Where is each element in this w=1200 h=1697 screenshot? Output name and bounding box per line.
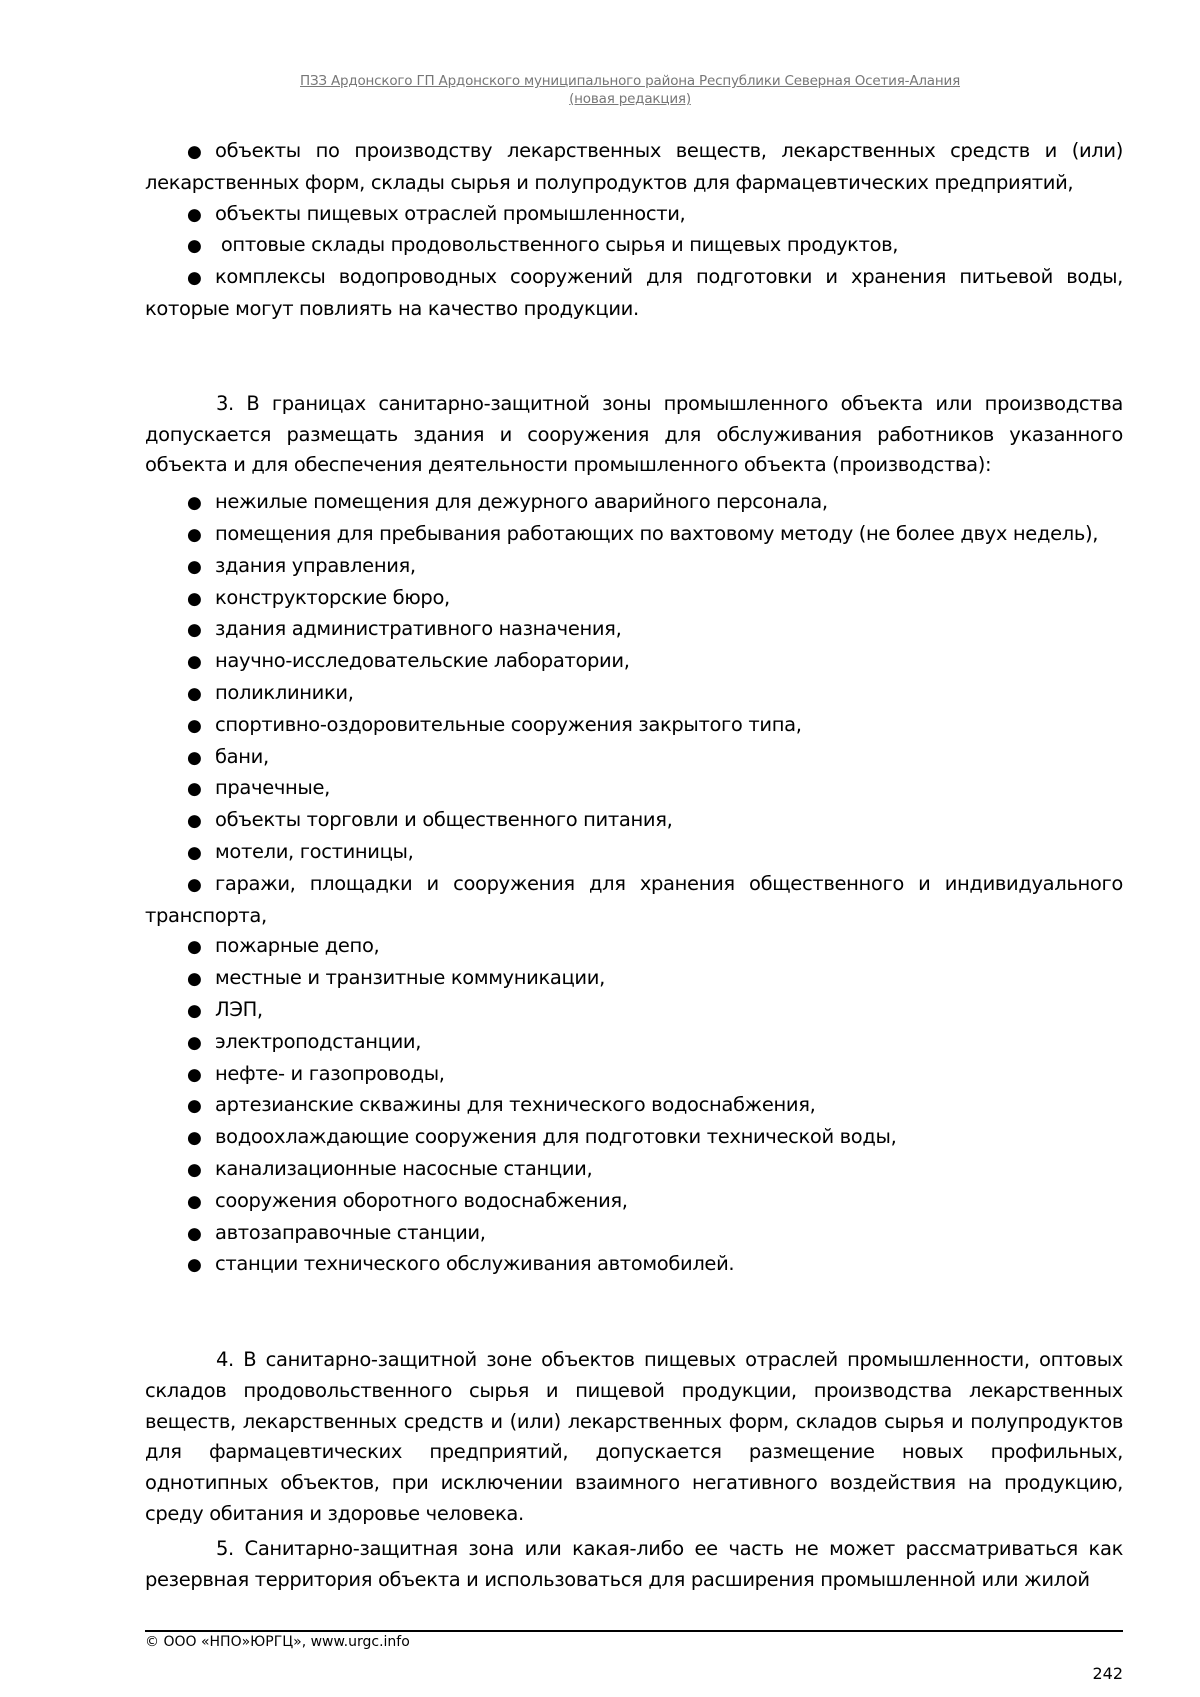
list-item-text: спортивно-оздоровительные сооружения закрытого типа,	[215, 712, 802, 736]
list-item	[145, 1186, 1123, 1218]
list-item-text: мотели, гостиницы,	[215, 839, 414, 863]
bullet-icon: ●	[187, 1159, 202, 1180]
bullet-icon: ●	[187, 1128, 202, 1149]
list-item	[145, 995, 1123, 1027]
list-item	[145, 963, 1123, 995]
list-item	[145, 646, 1123, 678]
bullet-icon: ●	[187, 1000, 202, 1021]
list-item-text: канализационные насосные станции,	[215, 1156, 593, 1180]
list-item-text: объекты торговли и общественного питания,	[215, 808, 673, 832]
list-item-text: нефте- и газопроводы,	[215, 1061, 445, 1085]
bullet-icon: ●	[187, 1032, 202, 1053]
bullet-icon: ●	[187, 715, 202, 736]
list-item	[145, 199, 1123, 231]
list-item-text: электроподстанции,	[215, 1029, 422, 1053]
list-item-text: станции технического обслуживания автомобилей.	[215, 1252, 735, 1276]
list-item-text: пожарные депо,	[215, 934, 380, 958]
list-item	[145, 583, 1123, 615]
list-item-text: гаражи, площадки и сооружения для хранения общественного и индивидуального транспорта,	[145, 871, 1123, 927]
paragraph-5: 5. Санитарно-защитная зона или какая-либо ее часть не может рассматриваться как резервная территория объекта и использоваться для расширения промышленной или жилой	[145, 1536, 1123, 1591]
list-item	[145, 742, 1123, 774]
bullet-icon: ●	[187, 683, 202, 704]
list-item-text: местные и транзитные коммуникации,	[215, 966, 605, 990]
bullet-icon: ●	[187, 268, 202, 289]
bullet-icon: ●	[187, 524, 202, 545]
bullet-icon: ●	[187, 1223, 202, 1244]
list-item-text: здания управления,	[215, 553, 416, 577]
bullet-icon: ●	[187, 1096, 202, 1117]
list-item	[145, 136, 1123, 199]
list-item	[145, 1122, 1123, 1154]
list-item-text: автозаправочные станции,	[215, 1220, 486, 1244]
list-item-text: конструкторские бюро,	[215, 585, 450, 609]
list-item	[145, 487, 1123, 519]
header-title: ПЗЗ Ардонского ГП Ардонского муниципального района Республики Северная Осетия-Алания	[300, 73, 960, 89]
list-item	[145, 262, 1123, 325]
list-item	[145, 1218, 1123, 1250]
list-item	[145, 805, 1123, 837]
list-item-text: объекты пищевых отраслей промышленности,	[215, 201, 686, 225]
list-item	[145, 1027, 1123, 1059]
list-item-text: сооружения оборотного водоснабжения,	[215, 1188, 628, 1212]
bullet-icon: ●	[187, 969, 202, 990]
bullet-icon: ●	[187, 811, 202, 832]
list-item-text: научно-исследовательские лаборатории,	[215, 649, 630, 673]
bullet-list-top	[145, 136, 1123, 325]
paragraph-4: 4. В санитарно-защитной зоне объектов пищевых отраслей промышленности, оптовых складов продовольственного сырья и пищевой продукции, производства лекарственных веществ, лекарственных средств и (или) лекарственных форм, складов сырья и полупродуктов для фармацевтических предприятий, допускается размещение новых профильных, однотипных объектов, при исключении взаимного негативного воздействия на продукцию, среду обитания и здоровье человека.	[145, 1348, 1123, 1526]
bullet-icon: ●	[187, 1064, 202, 1085]
bullet-icon: ●	[187, 747, 202, 768]
list-item-text: артезианские скважины для технического водоснабжения,	[215, 1093, 816, 1117]
bullet-icon: ●	[187, 1255, 202, 1276]
document-body	[145, 136, 1123, 1595]
bullet-icon: ●	[187, 779, 202, 800]
list-item	[145, 710, 1123, 742]
list-item-text: оптовые склады продовольственного сырья и пищевых продуктов,	[215, 233, 899, 257]
list-item	[145, 1154, 1123, 1186]
list-item	[145, 931, 1123, 963]
paragraph-3: 3. В границах санитарно-защитной зоны промышленного объекта или производства допускается размещать здания и сооружения для обслуживания работников указанного объекта и для обеспечения деятельности промышленного объекта (производства):	[145, 391, 1123, 477]
bullet-icon: ●	[187, 142, 202, 162]
list-item-text: нежилые помещения для дежурного аварийного персонала,	[215, 490, 828, 514]
list-item-text: прачечные,	[215, 776, 330, 800]
bullet-icon: ●	[187, 652, 202, 673]
bullet-icon: ●	[187, 588, 202, 609]
list-item	[145, 869, 1123, 932]
list-item	[145, 230, 1123, 262]
bullet-icon: ●	[187, 493, 202, 514]
bullet-icon: ●	[187, 236, 202, 257]
list-item	[145, 837, 1123, 869]
list-item-text: здания административного назначения,	[215, 617, 622, 641]
list-item	[145, 1059, 1123, 1091]
list-item-text: поликлиники,	[215, 680, 354, 704]
list-item	[145, 1090, 1123, 1122]
list-item-text: помещения для пребывания работающих по вахтовому методу (не более двух недель),	[215, 521, 1099, 545]
list-item-text: бани,	[215, 744, 269, 768]
list-item	[145, 678, 1123, 710]
list-item	[145, 519, 1123, 551]
list-item	[145, 614, 1123, 646]
list-item-text: водоохлаждающие сооружения для подготовки технической воды,	[215, 1125, 897, 1149]
list-item-text: комплексы водопроводных сооружений для подготовки и хранения питьевой воды, которые могут повлиять на качество продукции.	[145, 265, 1123, 320]
footer-copyright: © ООО «НПО»ЮРГЦ», www.urgc.info	[145, 1634, 410, 1650]
page-header	[140, 72, 1120, 108]
bullet-icon: ●	[187, 874, 202, 895]
bullet-icon: ●	[187, 204, 202, 225]
list-item	[145, 773, 1123, 805]
bullet-icon: ●	[187, 842, 202, 863]
bullet-icon: ●	[187, 937, 202, 958]
list-item-text: объекты по производству лекарственных веществ, лекарственных средств и (или) лекарственных форм, склады сырья и полупродуктов для фармацевтических предприятий,	[145, 139, 1123, 194]
header-subtitle: (новая редакция)	[569, 91, 691, 107]
footer-divider	[145, 1630, 1123, 1632]
list-item-text: ЛЭП,	[215, 997, 263, 1021]
page-number: 242	[1092, 1664, 1123, 1683]
bullet-list-permitted-buildings	[145, 487, 1123, 1281]
list-item	[145, 1249, 1123, 1281]
bullet-icon: ●	[187, 620, 202, 641]
list-item	[145, 551, 1123, 583]
bullet-icon: ●	[187, 1191, 202, 1212]
bullet-icon: ●	[187, 556, 202, 577]
